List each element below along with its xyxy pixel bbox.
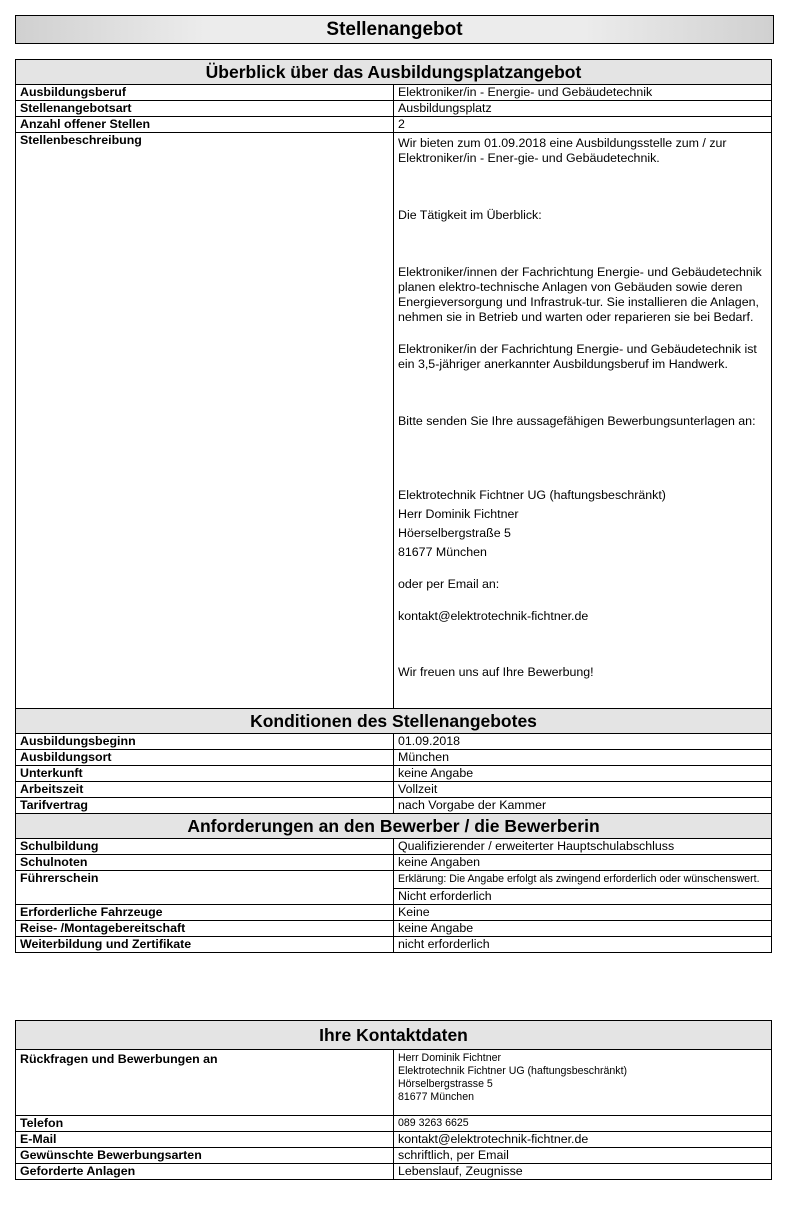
row-value: keine Angabe [394, 766, 772, 782]
table-row [16, 782, 772, 798]
row-value: Vollzeit [394, 782, 772, 798]
inquiries-line: 81677 München [398, 1091, 474, 1103]
row-label: Geforderte Anlagen [16, 1164, 394, 1180]
description-row [16, 133, 772, 709]
conditions-heading: Konditionen des Stellenangebotes [16, 709, 772, 734]
row-value: Lebenslauf, Zeugnisse [394, 1164, 772, 1180]
table-row [16, 1050, 772, 1116]
row-label: Gewünschte Bewerbungsarten [16, 1148, 394, 1164]
address-line: Höerselbergstraße 5 [398, 526, 511, 540]
table-row [16, 766, 772, 782]
page-title: Stellenangebot [15, 15, 774, 44]
row-label: Ausbildungsort [16, 750, 394, 766]
row-value: nach Vorgabe der Kammer [394, 798, 772, 814]
row-label: Unterkunft [16, 766, 394, 782]
row-value: Elektroniker/in - Energie- und Gebäudetechnik [394, 85, 772, 101]
table-row [16, 734, 772, 750]
table-row [16, 1116, 772, 1132]
overview-heading: Überblick über das Ausbildungsplatzangebot [16, 60, 772, 85]
row-label: Reise- /Montagebereitschaft [16, 921, 394, 937]
row-label: Rückfragen und Bewerbungen an [16, 1050, 394, 1116]
contact-heading: Ihre Kontaktdaten [16, 1021, 772, 1050]
row-value: Qualifizierender / erweiterter Hauptschulabschluss [394, 839, 772, 855]
row-label: Tarifvertrag [16, 798, 394, 814]
table-row [16, 839, 772, 855]
table-row [16, 85, 772, 101]
row-value: 2 [394, 117, 772, 133]
description-label: Stellenbeschreibung [16, 133, 394, 709]
description-text [394, 133, 772, 709]
inquiries-line: Herr Dominik Fichtner [398, 1052, 502, 1064]
table-row [16, 117, 772, 133]
table-row [16, 1164, 772, 1180]
row-label: Ausbildungsberuf [16, 85, 394, 101]
row-label: Führerschein [16, 871, 394, 905]
row-label: Arbeitszeit [16, 782, 394, 798]
description-p6: oder per Email an: [398, 577, 500, 591]
table-row [16, 101, 772, 117]
description-email: kontakt@elektrotechnik-fichtner.de [398, 609, 589, 623]
row-value: Nicht erforderlich [394, 889, 772, 905]
table-row [16, 1148, 772, 1164]
table-row [16, 750, 772, 766]
row-value: 01.09.2018 [394, 734, 772, 750]
row-value: nicht erforderlich [394, 937, 772, 953]
inquiries-line: Hörselbergstrasse 5 [398, 1078, 493, 1090]
table-row [16, 798, 772, 814]
row-label: Anzahl offener Stellen [16, 117, 394, 133]
row-value: keine Angabe [394, 921, 772, 937]
description-p4: Elektroniker/in der Fachrichtung Energie- und Gebäudetechnik ist ein 3,5-jähriger anerkannter Ausbildungsberuf im Handwerk. [398, 342, 757, 371]
description-p3: Elektroniker/innen der Fachrichtung Energie- und Gebäudetechnik planen elektro-technische Anlagen von Gebäuden sowie deren Energieversorgung und Infrastruk-tur. Sie installieren die Anlagen, nehmen sie in Betrieb und warten oder reparieren sie bei Bedarf. [398, 265, 762, 324]
address-line: Elektrotechnik Fichtner UG (haftungsbeschränkt) [398, 488, 666, 502]
table-row [16, 1132, 772, 1148]
description-p5: Bitte senden Sie Ihre aussagefähigen Bewerbungsunterlagen an: [398, 414, 756, 428]
address-line: 81677 München [398, 545, 487, 559]
description-p7: Wir freuen uns auf Ihre Bewerbung! [398, 665, 594, 679]
row-label: Weiterbildung und Zertifikate [16, 937, 394, 953]
table-row [16, 905, 772, 921]
row-value: 089 3263 6625 [394, 1116, 772, 1132]
row-value: kontakt@elektrotechnik-fichtner.de [394, 1132, 772, 1148]
row-label: Telefon [16, 1116, 394, 1132]
contact-table [15, 1020, 772, 1180]
row-value: keine Angaben [394, 855, 772, 871]
row-value: Keine [394, 905, 772, 921]
table-row [16, 937, 772, 953]
table-row [16, 921, 772, 937]
license-note: Erklärung: Die Angabe erfolgt als zwingend erforderlich oder wünschenswert. [394, 871, 772, 889]
row-label: Stellenangebotsart [16, 101, 394, 117]
row-value: München [394, 750, 772, 766]
row-label: Ausbildungsbeginn [16, 734, 394, 750]
requirements-heading: Anforderungen an den Bewerber / die Bewerberin [16, 814, 772, 839]
table-row [16, 855, 772, 871]
description-p2: Die Tätigkeit im Überblick: [398, 208, 542, 222]
inquiries-value [394, 1050, 772, 1116]
inquiries-line: Elektrotechnik Fichtner UG (haftungsbeschränkt) [398, 1065, 628, 1077]
row-label: Schulbildung [16, 839, 394, 855]
row-value: Ausbildungsplatz [394, 101, 772, 117]
description-p1: Wir bieten zum 01.09.2018 eine Ausbildungsstelle zum / zur Elektroniker/in - Ener-gie- und Gebäudetechnik. [398, 136, 727, 165]
main-table [15, 59, 772, 953]
row-label: Erforderliche Fahrzeuge [16, 905, 394, 921]
row-value: schriftlich, per Email [394, 1148, 772, 1164]
address-line: Herr Dominik Fichtner [398, 507, 519, 521]
row-label: E-Mail [16, 1132, 394, 1148]
row-label: Schulnoten [16, 855, 394, 871]
table-row [16, 871, 772, 889]
